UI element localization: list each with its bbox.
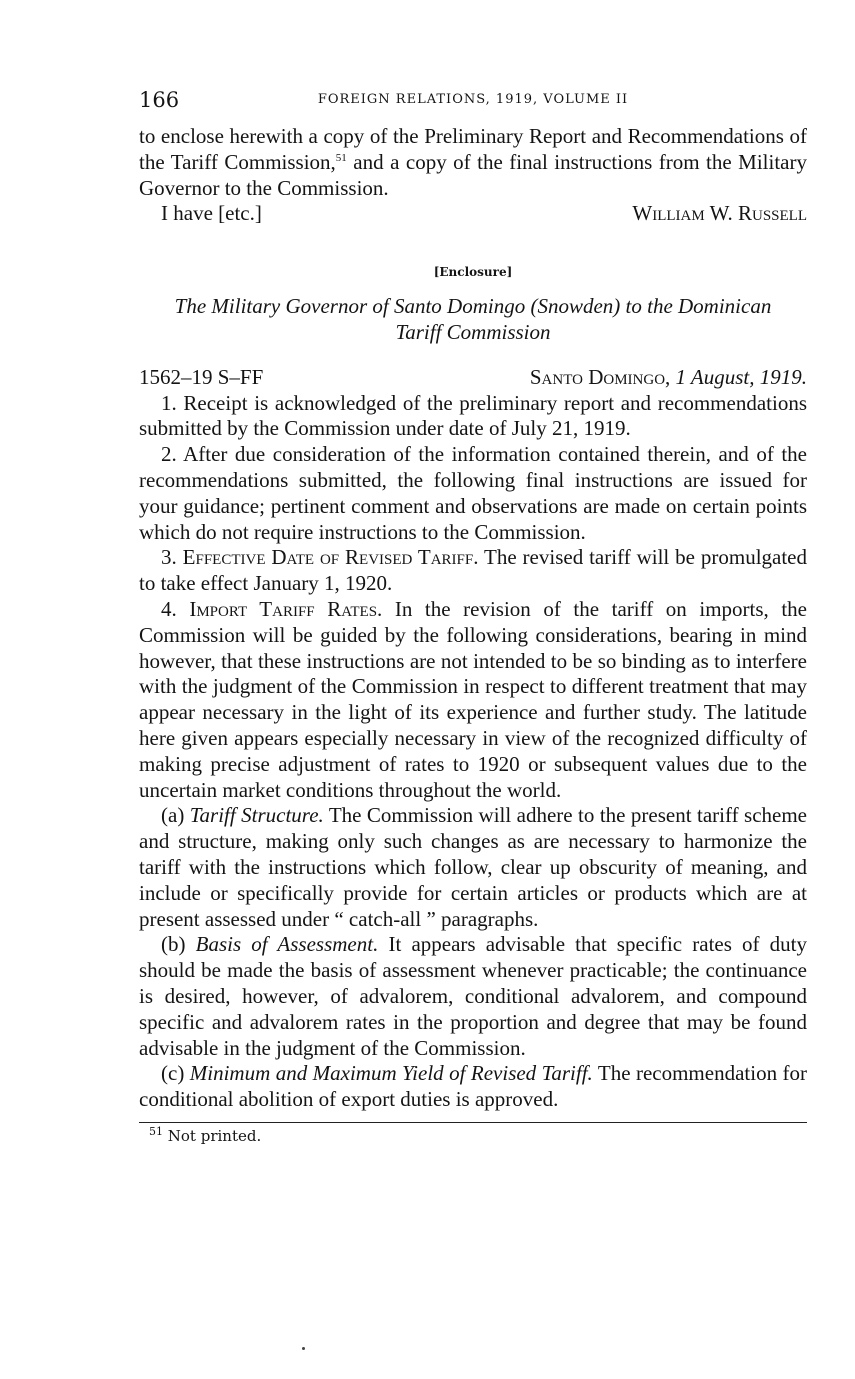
p4-heading: Import Tariff Rates. xyxy=(189,596,383,621)
p4-number: 4. xyxy=(161,596,177,621)
paragraph-4 xyxy=(139,597,807,803)
dateline-place: Santo Domingo, xyxy=(529,364,671,389)
pa-heading: Tariff Structure. xyxy=(189,803,324,828)
pb-label: (b) xyxy=(161,932,186,957)
closing-line xyxy=(139,201,807,227)
intro-text-after: and a copy of the final instructions from the Military Governor to the Commission. xyxy=(139,149,807,200)
pa-label: (a) xyxy=(161,803,185,828)
dateline-date: 1 August, 1919. xyxy=(675,364,807,389)
p4-text: In the revision of the tariff on imports, the Commission will be guided by the following considerations, bearing in mind however, that these instructions are not intended to be so binding as to interfere with the judgment of the Commission in respect to different treatment that may appear necessary in the light of its experience and further study. The latitude here given appears especially necessary in view of the recognized difficulty of making precise adjustment of rates to 1920 or subsequent values due to the uncertain market conditions throughout the world. xyxy=(139,596,807,802)
running-head: FOREIGN RELATIONS, 1919, VOLUME II xyxy=(317,92,629,107)
paragraph-2: 2. After due consideration of the information contained therein, and of the recommendations submitted, the following final instructions are issued for your guidance; pertinent comment and observations are made on certain points which do not require instructions to the Commission. xyxy=(139,442,807,544)
footnote-ref[interactable]: 51 xyxy=(335,151,347,164)
footnote xyxy=(149,1124,807,1145)
intro-paragraph xyxy=(139,124,807,201)
file-number: 1562–19 S–FF xyxy=(139,364,264,389)
enclosure-title: The Military Governor of Santo Domingo (Snowden) to the Dominican Tariff Commission xyxy=(174,294,772,344)
p3-heading: Effective Date of Revised Tariff. xyxy=(182,545,479,570)
dateline-right xyxy=(530,365,807,391)
pc-heading: Minimum and Maximum Yield of Revised Tariff. xyxy=(189,1061,593,1086)
page-number: 166 xyxy=(139,88,180,112)
closing-salutation: I have [etc.] xyxy=(161,201,262,226)
p3-text: The revised tariff will be promulgated to take effect January 1, 1920. xyxy=(139,545,808,596)
paragraph-a xyxy=(139,803,807,932)
intro-text: to enclose herewith a copy of the Preliminary Report and Recommendations of the Tariff Commission, xyxy=(139,124,807,174)
paragraph-b xyxy=(139,932,807,1061)
print-speck xyxy=(302,1347,305,1350)
signature: William W. Russell xyxy=(632,201,807,226)
footnote-text: Not printed. xyxy=(167,1126,262,1145)
pb-text: It appears advisable that specific rates of duty should be made the basis of assessment whenever practicable; the continuance is desired, however, of advalorem, conditional advalorem, and compound specific and advalorem rates in the proportion and degree that may be found advisable in the judgment of the Commission. xyxy=(139,932,808,1060)
paragraph-1: 1. Receipt is acknowledged of the preliminary report and recommendations submitted by the Commission under date of July 21, 1919. xyxy=(139,390,807,441)
page-header xyxy=(139,88,807,112)
pc-text: The recommendation for conditional abolition of export duties is approved. xyxy=(139,1061,808,1112)
footnote-marker: 51 xyxy=(149,1124,163,1138)
paragraph-3 xyxy=(139,545,807,597)
pa-text: The Commission will adhere to the present tariff scheme and structure, making only such changes as are necessary to harmonize the tariff with the instructions which follow, clear up obscurity of meaning, and include or specifically provide for certain articles or products which are at present assessed under “ catch-all ” paragraphs. xyxy=(139,803,808,931)
enclosure-label: [Enclosure] xyxy=(433,265,513,280)
footnote-divider xyxy=(139,1122,807,1123)
dateline xyxy=(139,365,807,391)
pb-heading: Basis of Assessment. xyxy=(195,932,379,957)
paragraph-c xyxy=(139,1061,807,1113)
document-page xyxy=(139,88,807,1145)
p3-number: 3. xyxy=(161,545,177,570)
pc-label: (c) xyxy=(161,1061,185,1086)
